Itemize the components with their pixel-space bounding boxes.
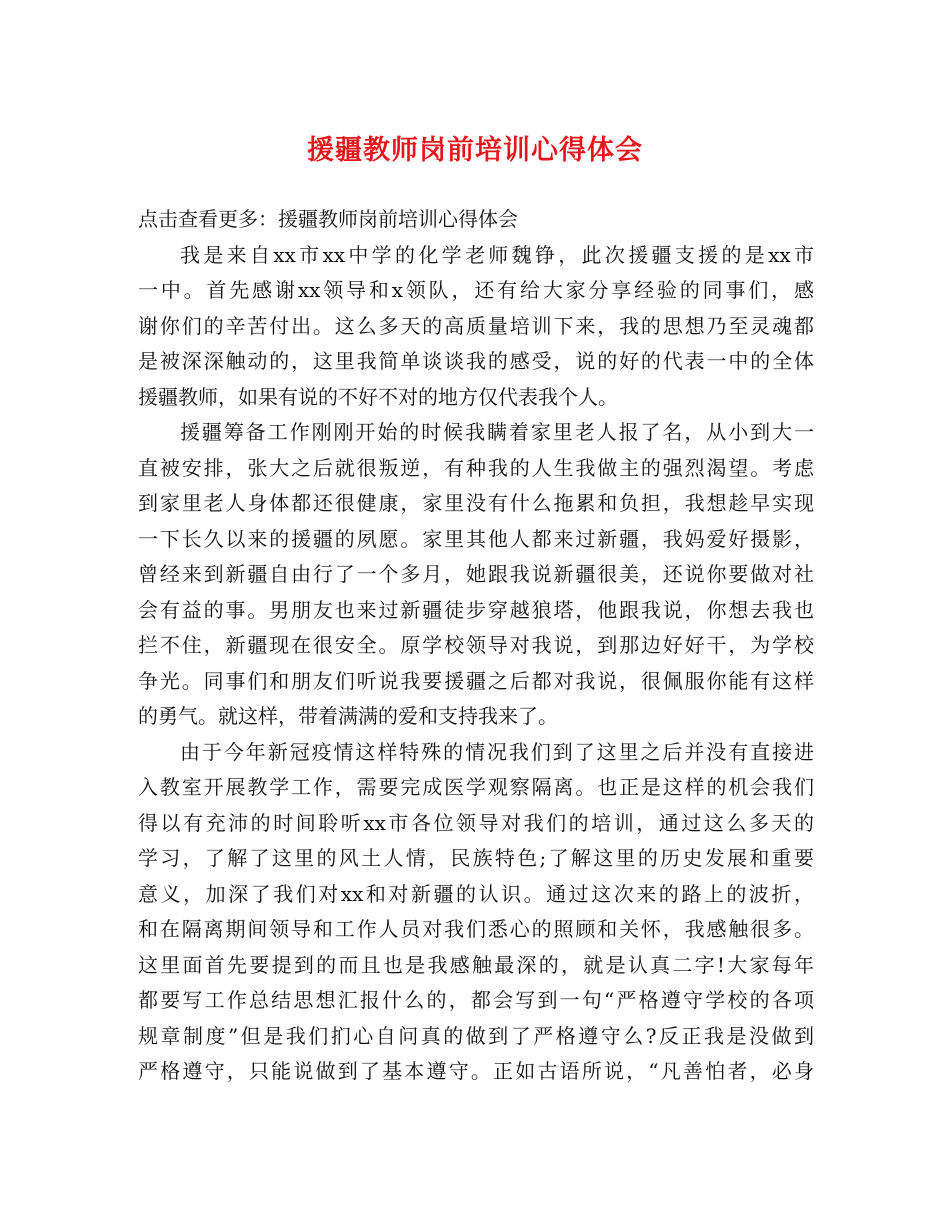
text-line: 到家里老人身体都还很健康，家里没有什么拖累和负担，我想趁早实现 xyxy=(138,491,814,515)
text-line: 是被深深触动的，这里我简单谈谈我的感受，说的好的代表一中的全体 xyxy=(138,349,814,373)
text-line: 意义，加深了我们对xx和对新疆的认识。通过这次来的路上的波折， xyxy=(138,881,814,906)
text-line: 我是来自xx市xx中学的化学老师魏铮，此次援疆支援的是xx市 xyxy=(180,242,814,267)
document-title: 援疆教师岗前培训心得体会 xyxy=(307,135,643,166)
text-line: 严格遵守，只能说做到了基本遵守。正如古语所说，“凡善怕者，必身 xyxy=(138,1059,814,1083)
text-line: 这里面首先要提到的而且也是我感触最深的，就是认真二字!大家每年 xyxy=(138,952,814,977)
text-line: 谢你们的辛苦付出。这么多天的高质量培训下来，我的思想乃至灵魂都 xyxy=(138,313,814,338)
text-line: 学习，了解了这里的风土人情，民族特色;了解这里的历史发展和重要 xyxy=(138,846,814,870)
text-line: 争光。同事们和朋友们听说我要援疆之后都对我说，很佩服你能有这样 xyxy=(138,668,814,693)
text-line: 由于今年新冠疫情这样特殊的情况我们到了这里之后并没有直接进 xyxy=(180,739,814,764)
text-line: 规章制度”但是我们扪心自问真的做到了严格遵守么?反正我是没做到 xyxy=(138,1023,814,1048)
text-line: 入教室开展教学工作，需要完成医学观察隔离。也正是这样的机会我们 xyxy=(138,775,814,799)
document-body xyxy=(138,202,814,1090)
text-line: 一中。首先感谢xx领导和x领队，还有给大家分享经验的同事们，感 xyxy=(138,278,814,302)
text-line: 曾经来到新疆自由行了一个多月，她跟我说新疆很美，还说你要做对社 xyxy=(138,562,814,586)
text-line: 援疆教师，如果有说的不好不对的地方仅代表我个人。 xyxy=(138,384,618,409)
text-line: 直被安排，张大之后就很叛逆，有种我的人生我做主的强烈渴望。考虑 xyxy=(138,455,814,480)
text-line: 和在隔离期间领导和工作人员对我们悉心的照顾和关怀，我感触很多。 xyxy=(138,917,814,941)
text-line: 一下长久以来的援疆的夙愿。家里其他人都来过新疆，我妈爱好摄影， xyxy=(138,526,814,551)
text-line: 援疆筹备工作刚刚开始的时候我瞒着家里老人报了名，从小到大一 xyxy=(180,420,814,444)
text-line: 会有益的事。男朋友也来过新疆徒步穿越狼塔，他跟我说，你想去我也 xyxy=(138,597,814,622)
text-line: 得以有充沛的时间聆听xx市各位领导对我们的培训，通过这么多天的 xyxy=(138,810,814,835)
text-line: 点击查看更多：援疆教师岗前培训心得体会 xyxy=(138,207,518,231)
text-line: 的勇气。就这样，带着满满的爱和支持我来了。 xyxy=(138,704,558,728)
text-line: 都要写工作总结思想汇报什么的，都会写到一句“严格遵守学校的各项 xyxy=(138,988,814,1012)
text-line: 拦不住，新疆现在很安全。原学校领导对我说，到那边好好干，为学校 xyxy=(138,633,814,657)
